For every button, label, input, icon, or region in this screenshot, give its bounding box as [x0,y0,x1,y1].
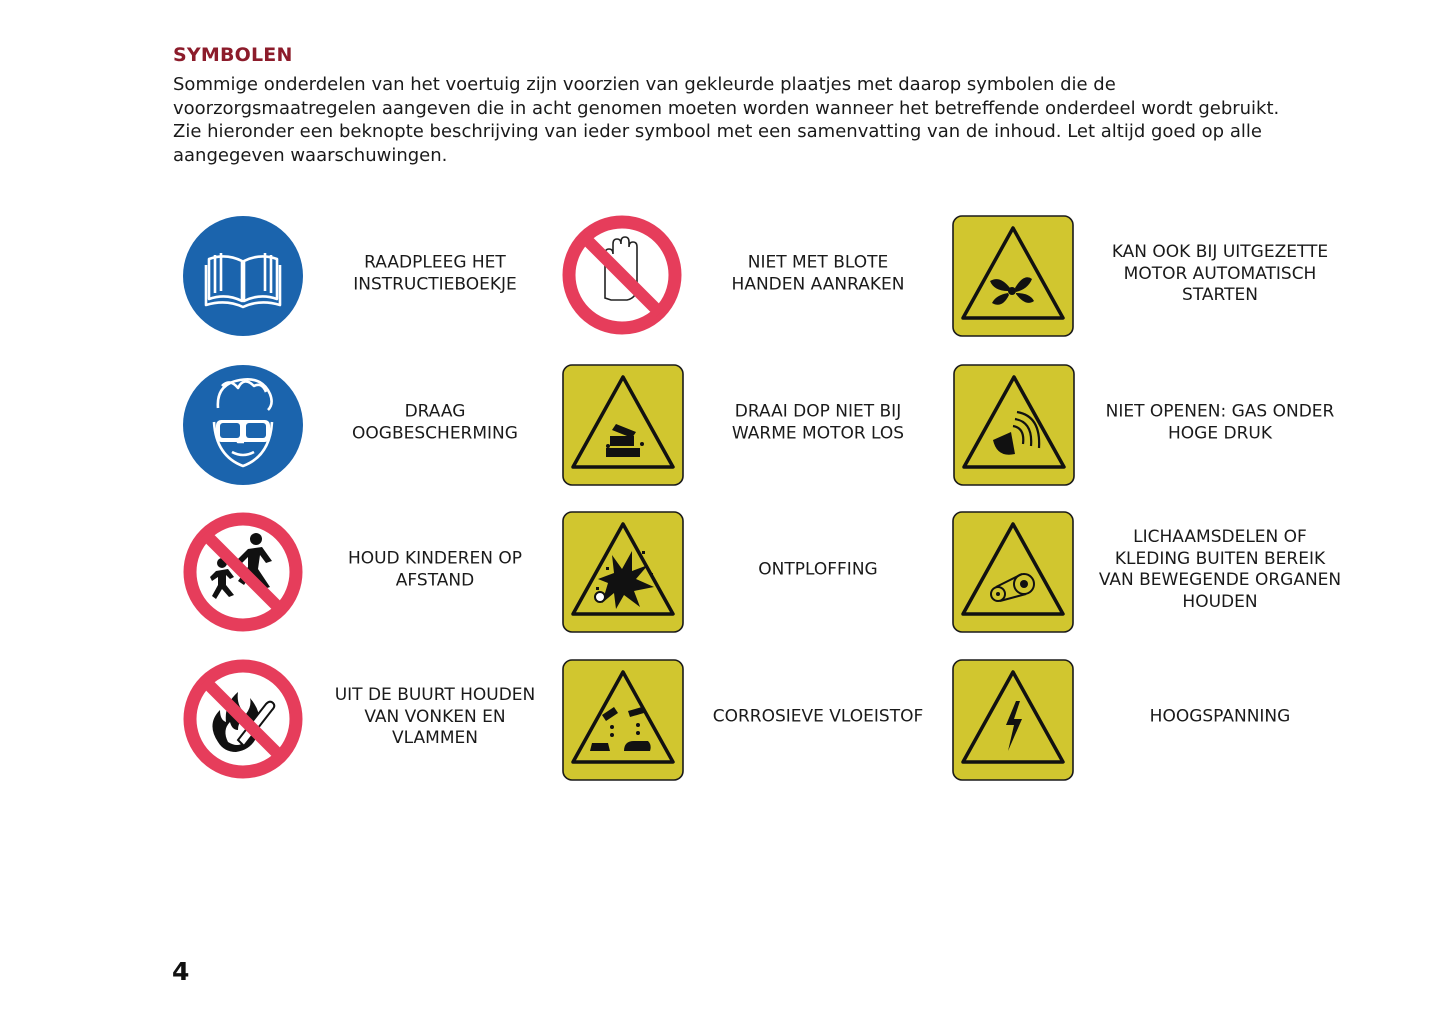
do-not-touch-icon [561,214,683,336]
hot-cap-icon [562,364,684,486]
symbol-label: HOUD KINDEREN OP AFSTAND [347,548,523,590]
intro-paragraph: Sommige onderdelen van het voertuig zijn voorzien van gekleurde plaatjes met daarop symbolen die de voorzorgsmaatregelen aangeven die in acht genomen moeten worden wanneer het betreffende onderdeel wordt gebruikt. Zie hieronder een beknopte beschrijving van ieder symbool met een samenvatting van de inhoud. Let altijd goed op alle aangegeven waarschuwingen. [173,74,1280,166]
high-voltage-icon [952,659,1074,781]
eye-protection-icon [182,364,304,486]
page-number: 4 [172,957,190,986]
symbol-label: CORROSIEVE VLOEISTOF [712,706,924,727]
symbol-label: ONTPLOFFING [758,559,878,580]
no-flames-icon [182,658,304,780]
keep-children-away-icon [182,511,304,633]
explosion-icon [562,511,684,633]
symbol-label: DRAAG OOGBESCHERMING [352,401,518,443]
symbol-label: RAADPLEEG HET INSTRUCTIEBOEKJE [353,252,517,294]
symbol-label: UIT DE BUURT HOUDEN VAN VONKEN EN VLAMMEN [334,684,536,748]
symbol-label: NIET MET BLOTE HANDEN AANRAKEN [731,252,905,294]
symbol-label: NIET OPENEN: GAS ONDER HOGE DRUK [1105,401,1335,443]
section-heading: SYMBOLEN [173,44,293,66]
symbol-label: DRAAI DOP NIET BIJ WARME MOTOR LOS [731,401,905,443]
moving-parts-icon [952,511,1074,633]
corrosive-icon [562,659,684,781]
symbol-label: KAN OOK BIJ UITGEZETTE MOTOR AUTOMATISCH STARTEN [1111,241,1329,305]
fan-auto-start-icon [952,215,1074,337]
symbol-label: HOOGSPANNING [1149,706,1291,727]
symbol-label: LICHAAMSDELEN OF KLEDING BUITEN BEREIK VAN BEWEGENDE ORGANEN HOUDEN [1098,527,1342,612]
read-manual-icon [182,215,304,337]
pressurized-gas-icon [953,364,1075,486]
